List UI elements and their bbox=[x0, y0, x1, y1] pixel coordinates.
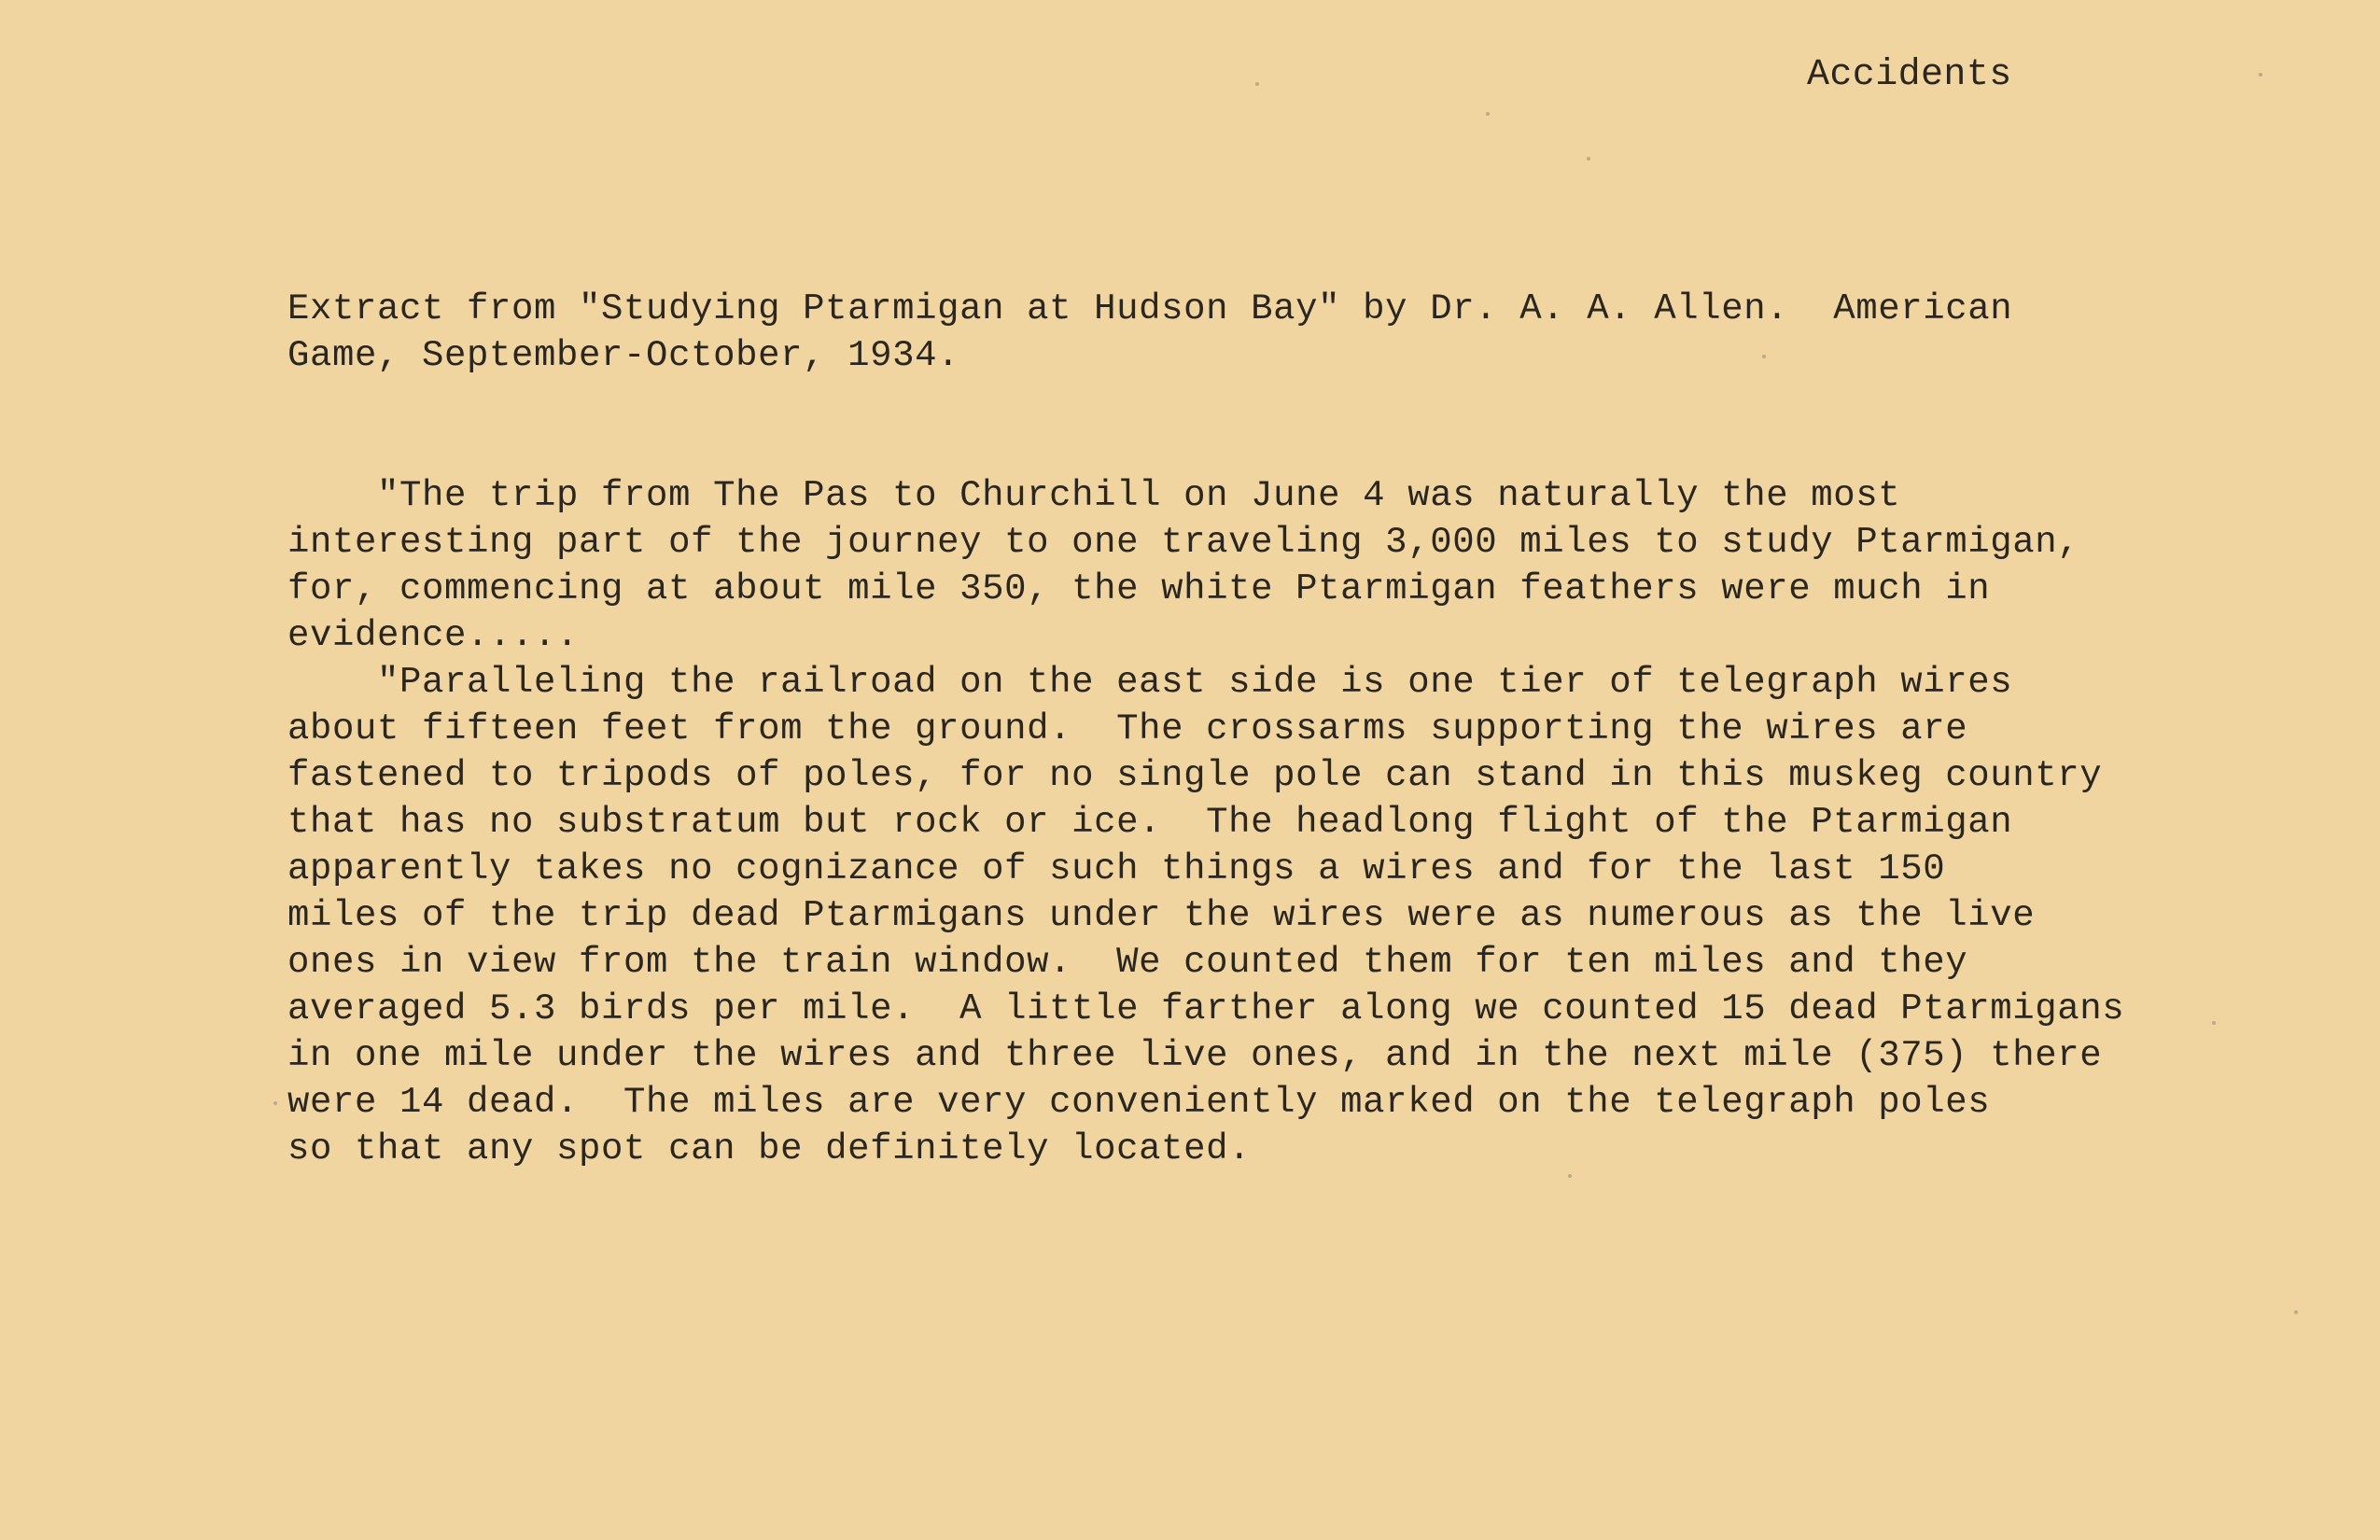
quote-line: "The trip from The Pas to Churchill on June 4 was naturally the most bbox=[287, 475, 1901, 516]
quote-line: miles of the trip dead Ptarmigans under the wires were as numerous as the live bbox=[287, 895, 2036, 936]
paper-speck bbox=[2259, 73, 2262, 77]
quote-line: averaged 5.3 birds per mile. A little farther along we counted 15 dead Ptarmigans bbox=[287, 988, 2125, 1029]
quote-line: so that any spot can be definitely located. bbox=[287, 1128, 1252, 1169]
quote-line: about fifteen feet from the ground. The crossarms supporting the wires are bbox=[287, 708, 1968, 749]
paper-speck bbox=[273, 1101, 277, 1105]
citation-line: Game, September-October, 1934. bbox=[287, 335, 960, 376]
quote-line: evidence..... bbox=[287, 615, 580, 656]
paper-speck bbox=[1255, 82, 1259, 86]
quote-line: apparently takes no cognizance of such things a wires and for the last 150 bbox=[287, 848, 1946, 889]
paper-speck bbox=[1568, 1174, 1572, 1178]
paper-speck bbox=[1762, 355, 1766, 358]
category-label: Accidents bbox=[1807, 54, 2012, 96]
quote-line: "Paralleling the railroad on the east side is one tier of telegraph wires bbox=[287, 662, 2013, 703]
quote-line: in one mile under the wires and three live ones, and in the next mile (375) there bbox=[287, 1035, 2103, 1076]
paper-speck bbox=[1486, 112, 1490, 116]
citation-line: Extract from "Studying Ptarmigan at Hudson Bay" by Dr. A. A. Allen. American bbox=[287, 288, 2013, 329]
paper-speck bbox=[2212, 1021, 2216, 1025]
paper-speck bbox=[2294, 1310, 2298, 1314]
quote-line: fastened to tripods of poles, for no single pole can stand in this muskeg country bbox=[287, 755, 2103, 796]
quote-line: interesting part of the journey to one traveling 3,000 miles to study Ptarmigan, bbox=[287, 522, 2080, 563]
quote-line: that has no substratum but rock or ice. The headlong flight of the Ptarmigan bbox=[287, 802, 2013, 843]
quote-line: were 14 dead. The miles are very conveniently marked on the telegraph poles bbox=[287, 1082, 1991, 1123]
quote-line: for, commencing at about mile 350, the white Ptarmigan feathers were much in bbox=[287, 568, 1991, 609]
paper-speck bbox=[1587, 157, 1590, 161]
quote-line: ones in view from the train window. We counted them for ten miles and they bbox=[287, 942, 1968, 983]
